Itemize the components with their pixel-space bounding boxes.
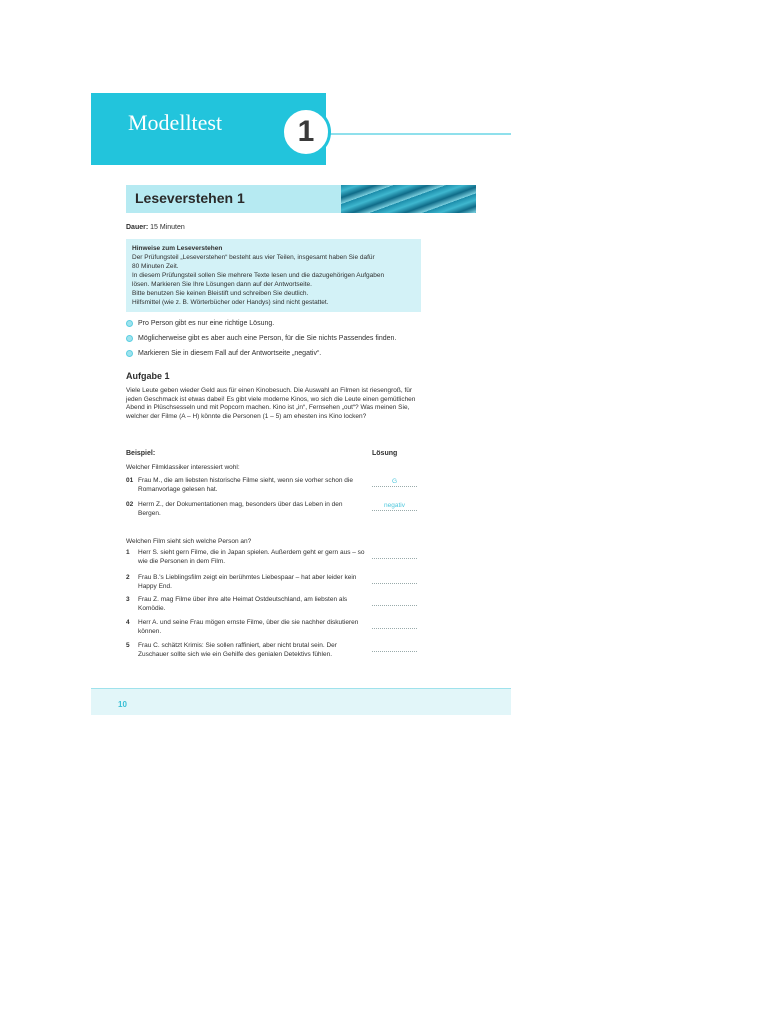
- list-item: [126, 319, 456, 334]
- task-item: [126, 574, 366, 591]
- item-text: Herr S. sieht gern Filme, die in Japan spielen. Außerdem geht er gern aus – so wie die Personen in dem Film.: [138, 549, 365, 565]
- item-text: Frau M., die am liebsten historische Filme sieht, wenn sie vorher schon die Romanvorlage gelesen hat.: [138, 477, 353, 493]
- footer-band: [91, 689, 511, 715]
- item-number: 2: [126, 574, 130, 581]
- header-divider: [326, 133, 511, 135]
- hint-line: Der Prüfungsteil „Leseverstehen“ besteht aus vier Teilen, insgesamt haben Sie dafür: [132, 254, 375, 261]
- example-answer: G: [372, 477, 417, 487]
- item-number: 3: [126, 596, 130, 603]
- example-item: [126, 501, 366, 518]
- list-item: [126, 349, 456, 364]
- hint-line: lösen. Markieren Sie Ihre Lösungen dann auf der Antwortseite.: [132, 281, 312, 288]
- instruction-list: [126, 319, 456, 364]
- section-header: [126, 185, 476, 213]
- item-number: 02: [126, 501, 134, 508]
- bullet-icon: [126, 350, 133, 357]
- task-item: [126, 619, 366, 636]
- hints-box: [126, 239, 421, 312]
- item-text: Frau B.'s Lieblingsfilm zeigt ein berühmtes Liebespaar – hat aber leider kein Happy End.: [138, 574, 357, 590]
- page-title: Modelltest: [128, 110, 223, 135]
- section-title: Leseverstehen 1: [135, 190, 245, 206]
- answer-field[interactable]: [372, 574, 417, 584]
- example-answer: negativ: [372, 501, 417, 511]
- hint-line: Hilfsmittel (wie z. B. Wörterbücher oder Handys) sind nicht gestattet.: [132, 299, 329, 306]
- answer-field[interactable]: [372, 596, 417, 606]
- task-item: [126, 642, 366, 659]
- bullet-icon: [126, 320, 133, 327]
- bullet-text: Markieren Sie in diesem Fall auf der Antwortseite „negativ“.: [138, 350, 322, 357]
- test-number-badge: 1: [281, 107, 331, 157]
- answer-field[interactable]: [372, 642, 417, 652]
- bullet-text: Pro Person gibt es nur eine richtige Lösung.: [138, 320, 275, 327]
- bullet-text: Möglicherweise gibt es aber auch eine Person, für die Sie nichts Passendes finden.: [138, 335, 397, 342]
- task-title: Aufgabe 1: [126, 371, 170, 381]
- item-number: 01: [126, 477, 134, 484]
- section-photo: [341, 185, 476, 213]
- hint-line: In diesem Prüfungsteil sollen Sie mehrere Texte lesen und die dazugehörigen Aufgaben: [132, 272, 385, 279]
- example-question: Welcher Filmklassiker interessiert wohl:: [126, 464, 240, 471]
- item-number: 1: [126, 549, 130, 556]
- answer-field[interactable]: [372, 549, 417, 559]
- example-label: Beispiel:: [126, 450, 156, 457]
- scanned-page: [91, 93, 511, 715]
- hints-title: Hinweise zum Leseverstehen: [132, 245, 223, 252]
- item-number: 5: [126, 642, 130, 649]
- example-item: [126, 477, 366, 494]
- answer-field[interactable]: [372, 619, 417, 629]
- solution-label: Lösung: [372, 450, 398, 457]
- item-text: Frau C. schätzt Krimis: Sie sollen raffiniert, aber nicht brutal sein. Der Zuschauer sollte sich wie ein Gehilfe des genialen Detektivs fühlen.: [138, 642, 337, 658]
- item-text: Frau Z. mag Filme über ihre alte Heimat Ostdeutschland, am liebsten als Komödie.: [138, 596, 348, 612]
- task-item: [126, 549, 366, 566]
- task-question: Welchen Film sieht sich welche Person an?: [126, 538, 252, 545]
- hint-line: 80 Minuten Zeit.: [132, 263, 179, 270]
- duration: [126, 224, 185, 231]
- item-text: Herrn Z., der Dokumentationen mag, besonders über das Leben in den Bergen.: [138, 501, 343, 517]
- page-number: 10: [118, 700, 127, 709]
- bullet-icon: [126, 335, 133, 342]
- hint-line: Bitte benutzen Sie keinen Bleistift und schreiben Sie deutlich.: [132, 290, 309, 297]
- task-intro: Viele Leute geben wieder Geld aus für einen Kinobesuch. Die Auswahl an Filmen ist riesengroß, für jeden Geschmack ist etwas dabei! Es gibt viele moderne Kinos, wo sich die Leute einen gemütlichen Abend in Plüschsesseln und mit Popcorn machen. Kino ist „in“, Fernsehen „out“? Was meinen Sie, welcher der Filme (A – H) könnte die Personen (1 – 5) am ehesten ins Kino locken?: [126, 387, 416, 420]
- duration-label: Dauer:: [126, 224, 149, 231]
- list-item: [126, 334, 456, 349]
- task-item: [126, 596, 366, 613]
- duration-value: 15 Minuten: [150, 224, 185, 231]
- item-text: Herr A. und seine Frau mögen ernste Filme, über die sie nachher diskutieren können.: [138, 619, 359, 635]
- item-number: 4: [126, 619, 130, 626]
